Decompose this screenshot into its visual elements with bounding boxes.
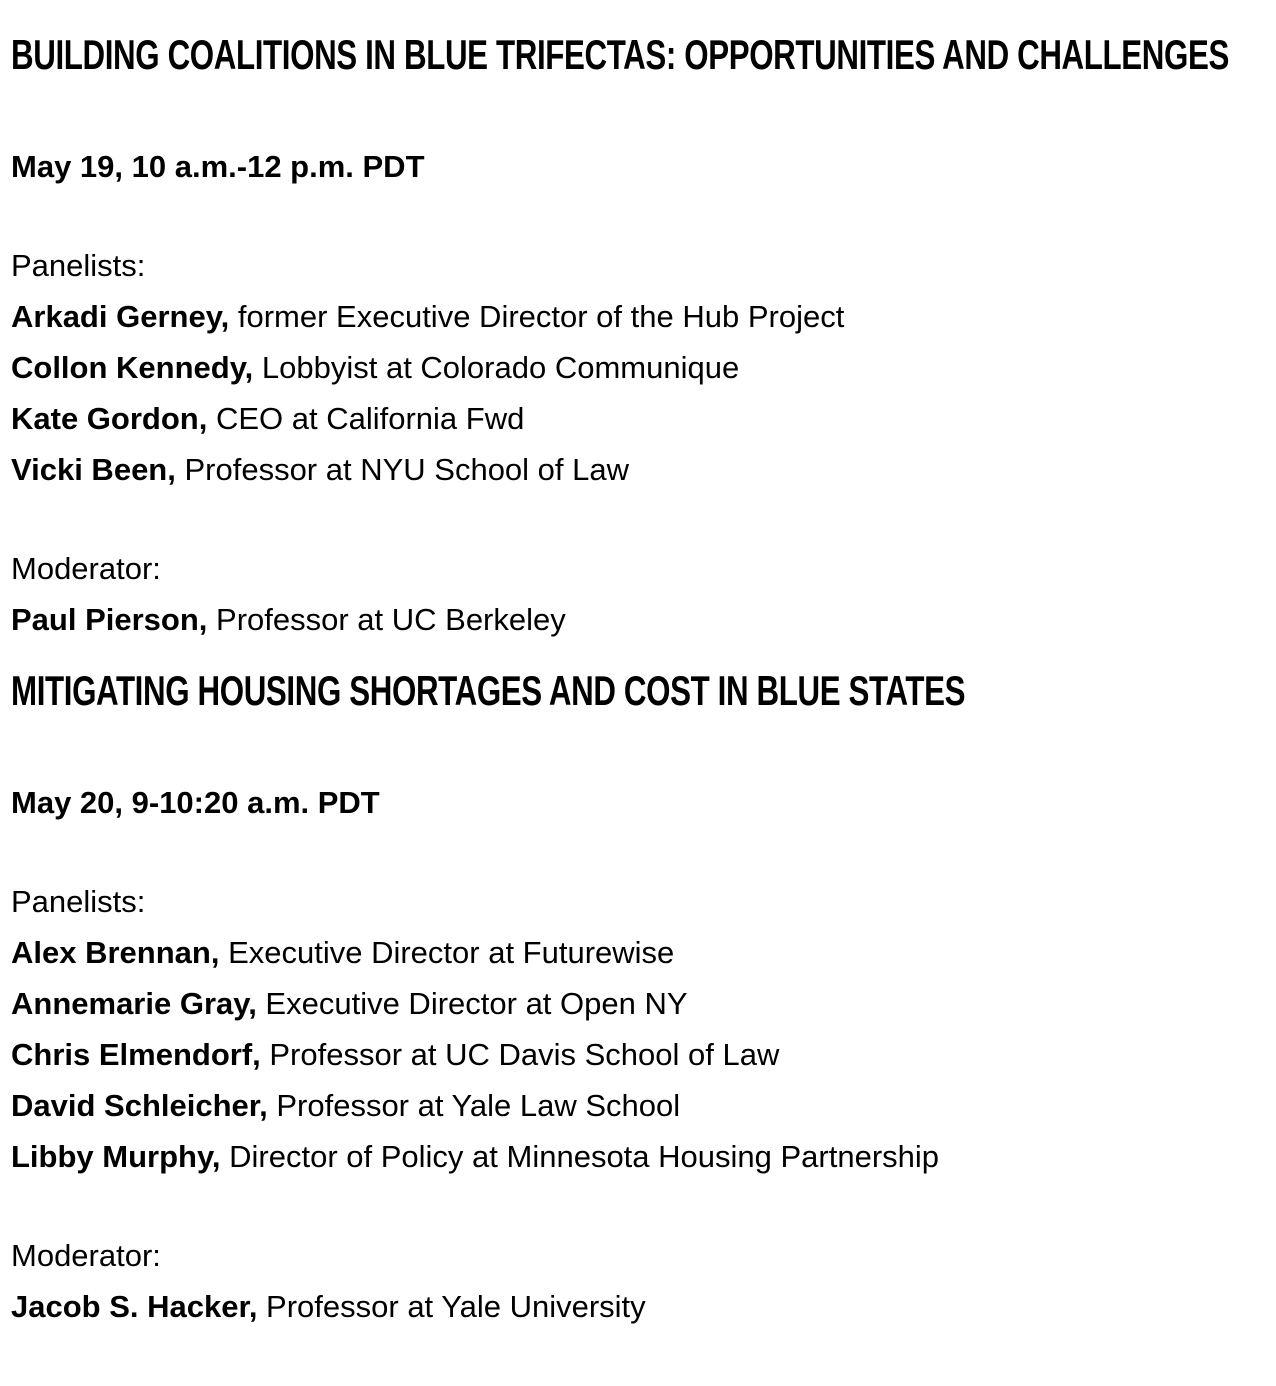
panelist	[11, 978, 1273, 1029]
person-name: Arkadi Gerney,	[11, 299, 230, 334]
person-role: Director of Policy at Minnesota Housing Partnership	[220, 1139, 940, 1174]
person-name: Chris Elmendorf,	[11, 1037, 261, 1072]
event-date: May 19, 10 a.m.-12 p.m. PDT	[11, 149, 425, 184]
panelist	[11, 927, 1273, 978]
person-name: Jacob S. Hacker,	[11, 1289, 258, 1324]
spacer	[11, 1182, 1273, 1230]
panelist	[11, 1029, 1273, 1080]
moderator	[11, 1281, 1273, 1332]
person-role: Professor at Yale Law School	[267, 1088, 681, 1123]
event-building-coalitions	[11, 0, 1273, 645]
person-role: former Executive Director of the Hub Project	[229, 299, 845, 334]
person-name: Collon Kennedy,	[11, 350, 254, 385]
panelist	[11, 1080, 1273, 1131]
person-role: Lobbyist at Colorado Communique	[253, 350, 740, 385]
event-title: BUILDING COALITIONS IN BLUE TRIFECTAS: OPPORTUNITIES AND CHALLENGES	[11, 31, 1229, 78]
person-name: Paul Pierson,	[11, 602, 208, 637]
person-name: Vicki Been,	[11, 452, 176, 487]
spacer	[11, 192, 1273, 240]
person-role: Professor at Yale University	[257, 1289, 646, 1324]
spacer	[11, 828, 1273, 876]
event-date: May 20, 9-10:20 a.m. PDT	[11, 785, 380, 820]
person-role: CEO at California Fwd	[207, 401, 525, 436]
event-title: MITIGATING HOUSING SHORTAGES AND COST IN BLUE STATES	[11, 667, 966, 714]
panelist-list	[11, 291, 1273, 495]
person-name: Alex Brennan,	[11, 935, 220, 970]
panelists-label: Panelists:	[11, 248, 146, 283]
moderator-label: Moderator:	[11, 1238, 161, 1273]
person-role: Professor at NYU School of Law	[175, 452, 630, 487]
panelist	[11, 291, 1273, 342]
person-role: Professor at UC Berkeley	[207, 602, 566, 637]
panelist	[11, 342, 1273, 393]
panelist-list	[11, 927, 1273, 1182]
person-role: Professor at UC Davis School of Law	[260, 1037, 780, 1072]
moderator-label: Moderator:	[11, 551, 161, 586]
moderator-list	[11, 1281, 1273, 1332]
event-listing	[11, 0, 1273, 1332]
person-name: David Schleicher,	[11, 1088, 268, 1123]
person-name: Libby Murphy,	[11, 1139, 221, 1174]
person-name: Kate Gordon,	[11, 401, 208, 436]
panelist	[11, 444, 1273, 495]
person-name: Annemarie Gray,	[11, 986, 257, 1021]
person-role: Executive Director at Open NY	[256, 986, 688, 1021]
person-role: Executive Director at Futurewise	[219, 935, 675, 970]
panelist	[11, 1131, 1273, 1182]
event-mitigating-housing	[11, 667, 1273, 1332]
panelist	[11, 393, 1273, 444]
moderator-list	[11, 594, 1273, 645]
moderator	[11, 594, 1273, 645]
spacer	[11, 495, 1273, 543]
panelists-label: Panelists:	[11, 884, 146, 919]
